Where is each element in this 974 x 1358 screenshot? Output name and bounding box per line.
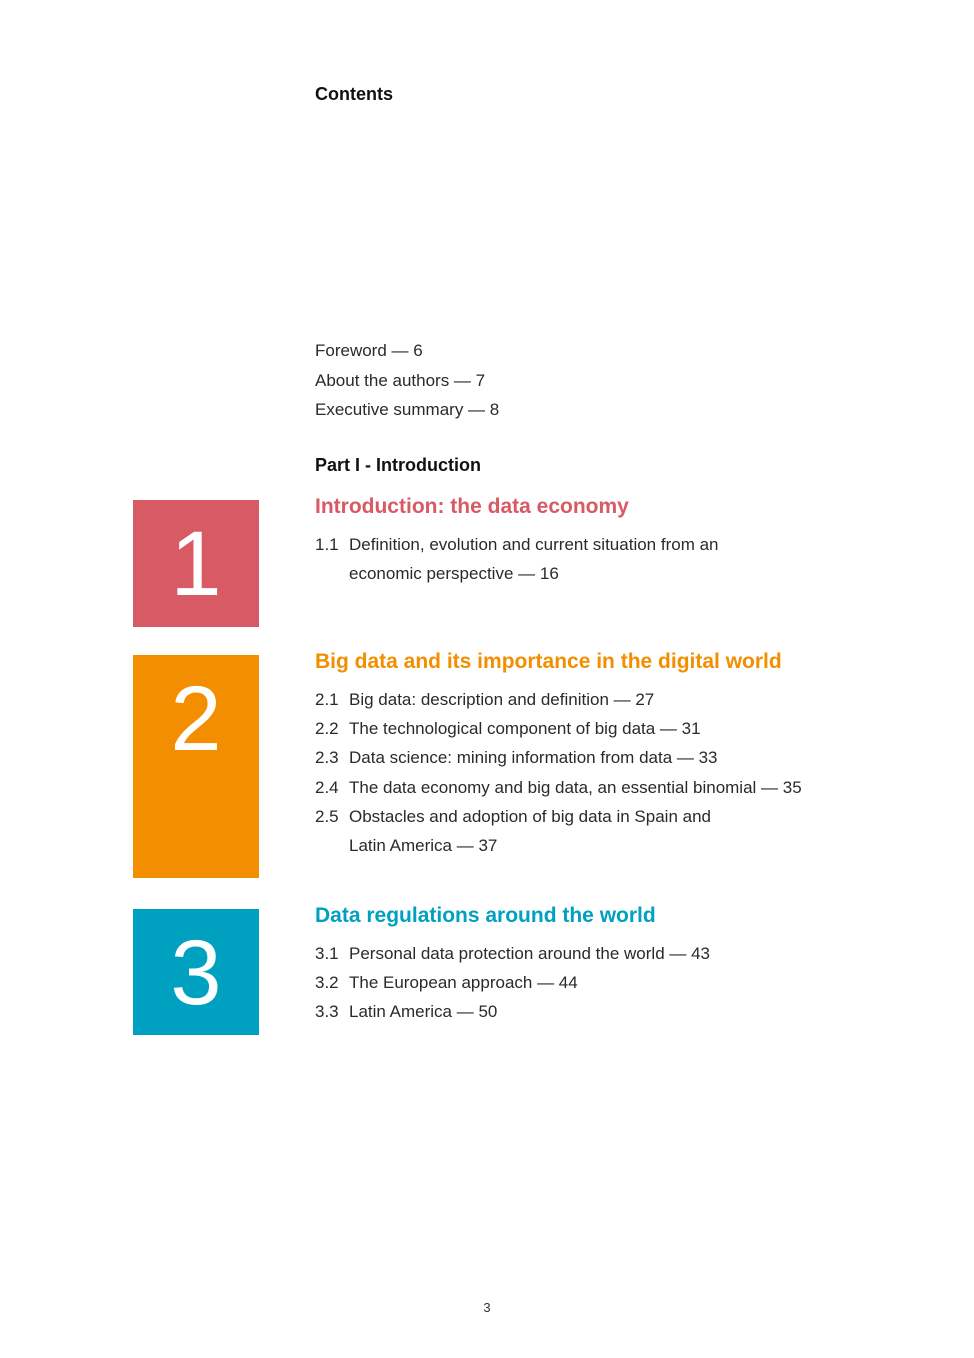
section-item[interactable] <box>315 968 855 997</box>
section-item[interactable] <box>315 773 835 802</box>
section-number: 2.5 <box>315 806 339 826</box>
section-text: Obstacles and adoption of big data in Spain and Latin America — 37 <box>349 806 711 856</box>
section-text: Latin America — 50 <box>349 1002 498 1022</box>
section-item[interactable] <box>315 802 735 860</box>
section-number: 2.3 <box>315 748 339 768</box>
chapter-3-sections <box>315 939 855 1027</box>
chapter-1-title[interactable]: Introduction: the data economy <box>315 495 629 518</box>
section-text: Definition, evolution and current situation from an economic perspective — 16 <box>349 535 719 584</box>
section-number: 1.1 <box>315 535 339 554</box>
part-title: Part I - Introduction <box>315 455 481 475</box>
chapter-2-block <box>133 655 259 878</box>
section-number: 3.2 <box>315 973 339 993</box>
section-text: Big data: description and definition — 27 <box>349 690 655 709</box>
chapter-3-block <box>133 909 259 1035</box>
chapter-3-number: 3 <box>170 922 222 1024</box>
section-number: 2.4 <box>315 777 339 797</box>
front-matter-foreword[interactable]: Foreword — 6 <box>315 341 423 360</box>
chapter-2-number: 2 <box>170 668 222 770</box>
section-number: 2.1 <box>315 690 339 709</box>
chapter-1-number: 1 <box>170 513 222 615</box>
chapter-1-sections <box>315 530 755 588</box>
section-text: Data science: mining information from data — 33 <box>349 748 718 768</box>
front-matter-executive-summary[interactable]: Executive summary — 8 <box>315 400 500 419</box>
section-item[interactable] <box>315 997 855 1026</box>
section-item[interactable] <box>315 685 835 714</box>
section-text: Personal data protection around the world — 43 <box>349 944 711 963</box>
page-number: 3 <box>483 1300 491 1315</box>
chapter-3-title[interactable]: Data regulations around the world <box>315 904 656 927</box>
section-text: The data economy and big data, an essential binomial — 35 <box>349 777 802 797</box>
section-item[interactable] <box>315 530 755 588</box>
front-matter-about-authors[interactable]: About the authors — 7 <box>315 370 486 390</box>
section-text: The technological component of big data — 31 <box>349 719 701 739</box>
chapter-2-title[interactable]: Big data and its importance in the digital world <box>315 650 782 673</box>
section-text: The European approach — 44 <box>349 973 578 993</box>
section-number: 3.3 <box>315 1002 339 1022</box>
contents-title: Contents <box>315 84 393 104</box>
section-number: 2.2 <box>315 719 339 739</box>
section-number: 3.1 <box>315 944 339 963</box>
chapter-1-block <box>133 500 259 627</box>
chapter-2-sections <box>315 685 835 860</box>
section-item[interactable] <box>315 714 835 743</box>
section-item[interactable] <box>315 743 835 772</box>
front-matter-list <box>315 336 499 425</box>
section-item[interactable] <box>315 939 855 968</box>
